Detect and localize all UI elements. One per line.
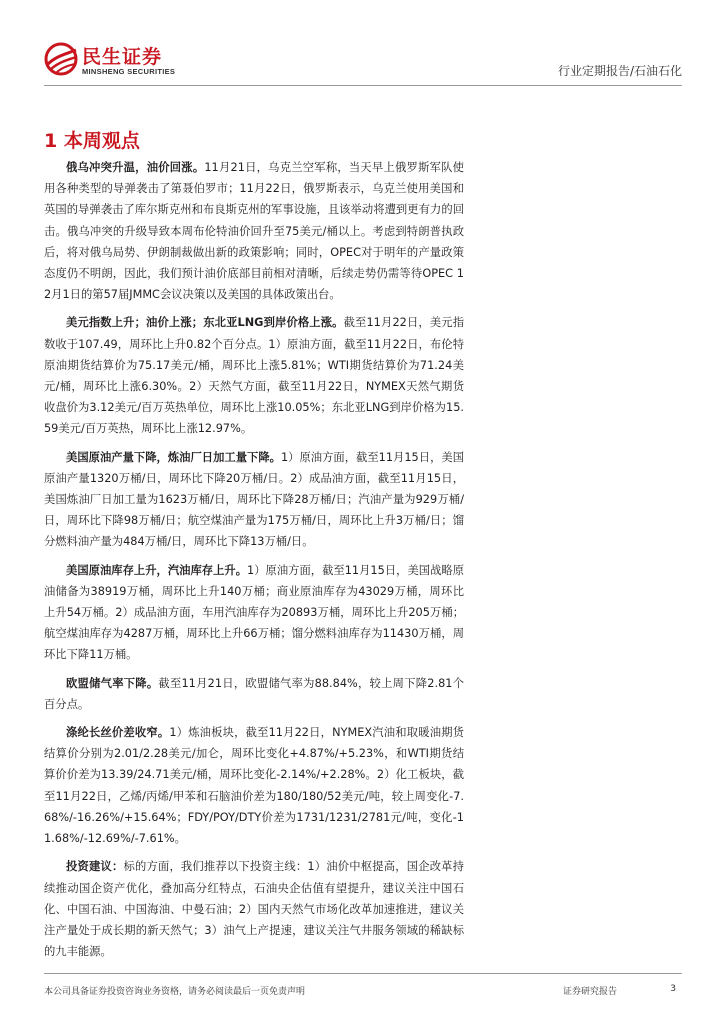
page-number: 3 (670, 984, 676, 994)
header-divider (44, 85, 682, 86)
paragraph-body: 11月21日，乌克兰空军称，当天早上俄罗斯军队使用各种类型的导弹袭击了第聂伯罗市；11月22日，俄罗斯表示，乌克兰使用美国和英国的导弹袭击了库尔斯克州和布良斯克州的军事设施，且该举动将遭到更有力的回击。俄乌冲突的升级导致本周布伦特油价回升至75美元/桶以上。考虑到特朗普执政后，将对俄乌局势、伊朗制裁做出新的政策影响；同时，OPEC对于明年的产量政策态度仍不明朗，因此，我们预计油价底部目前相对清晰，后续走势仍需等待OPEC 12月1日的第57届JMMC会议决策以及美国的具体政策出台。 (44, 161, 464, 302)
paragraph-spreads (44, 722, 464, 849)
paragraph-lead: 俄乌冲突升温，油价回涨。 (66, 161, 205, 174)
paragraph-market-prices (44, 312, 464, 439)
footer-divider (44, 973, 682, 974)
paragraph-lead: 欧盟储气率下降。 (66, 676, 159, 690)
paragraph-body: 1）原油方面，截至11月15日，美国原油产量1320万桶/日，周环比下降20万桶/日。2）成品油方面，截至11月15日，美国炼油厂日加工量为1623万桶/日，周环比下降28万桶/日；汽油产量为929万桶/日，周环比下降98万桶/日；航空煤油产量为175万桶/日，周环比上升3万桶/日；馏分燃料油产量为484万桶/日，周环比下降13万桶/日。 (44, 450, 464, 549)
report-category: 行业定期报告/石油石化 (557, 64, 682, 78)
paragraph-body: 1）原油方面，截至11月15日，美国战略原油储备为38919万桶，周环比上升140万桶；商业原油库存为43029万桶，周环比上升54万桶。2）成品油方面，车用汽油库存为20893万桶，周环比上升205万桶；航空煤油库存为4287万桶，周环比上升66万桶；馏分燃料油库存为11430万桶，周环比下降11万桶。 (44, 563, 464, 662)
paragraph-lead: 涤纶长丝价差收窄。 (66, 726, 170, 740)
section-title: 1 本周观点 (44, 130, 140, 152)
paragraph-investment-advice (44, 856, 464, 962)
paragraph-lead: 美国原油产量下降，炼油厂日加工量下降。 (66, 450, 281, 464)
paragraph-body: 1）炼油板块，截至11月22日，NYMEX汽油和取暖油期货结算价分别为2.01/2.28美元/加仑，周环比变化+4.87%/+5.23%，和WTI期货结算价价差为13.39/24.71美元/桶，周环比变化-2.14%/+2.28%。2）化工板块，截至11月22日，乙烯/丙烯/甲苯和石脑油价差为180/180/52美元/吨，较上周变化-7.68%/-16.26%/+15.64%；FDY/POY/DTY价差为1731/1231/2781元/吨，变化-11.68%/-12.69%/-7.61%。 (44, 726, 464, 846)
page-header (44, 40, 682, 84)
minsheng-logo-icon (44, 42, 78, 76)
paragraph-lead: 投资建议： (66, 860, 124, 874)
paragraph-oil-price (44, 157, 464, 305)
paragraph-lead: 美元指数上升；油价上涨；东北亚LNG到岸价格上涨。 (66, 316, 344, 330)
footer-disclaimer: 本公司具备证券投资咨询业务资格，请务必阅读最后一页免责声明 (44, 987, 306, 997)
logo-chinese-name: 民生证券 (82, 46, 163, 68)
paragraph-lead: 美国原油库存上升，汽油库存上升。 (66, 563, 248, 577)
company-logo (44, 40, 224, 80)
logo-english-name: MINSHENG SECURITIES (82, 67, 176, 76)
main-content (44, 157, 464, 969)
paragraph-body: 标的方面，我们推荐以下投资主线：1）油价中枢提高，国企改革持续推动国企资产优化，叠加高分红特点，石油央企估值有望提升，建议关注中国石化、中国石油、中国海油、中曼石油；2）国内天然气市场化改革加速推进，建议关注产量处于成长期的新天然气；3）油气上产提速，建议关注气井服务领域的稀缺标的九丰能源。 (44, 860, 464, 959)
paragraph-body: 截至11月21日，欧盟储气率为88.84%，较上周下降2.81个百分点。 (44, 676, 464, 711)
paragraph-body: 截至11月22日，美元指数收于107.49，周环比上升0.82个百分点。1）原油方面，截至11月22日，布伦特原油期货结算价为75.17美元/桶，周环比上涨5.81%；WTI期货结算价为71.24美元/桶，周环比上涨6.30%。2）天然气方面，截至11月22日，NYMEX天然气期货收盘价为3.12美元/百万英热单位，周环比上涨10.05%；东北亚LNG到岸价格为15.59美元/百万英热，周环比上涨12.97%。 (44, 316, 464, 436)
paragraph-eu-gas-storage (44, 673, 464, 715)
footer-doc-type: 证券研究报告 (563, 987, 618, 997)
paragraph-us-inventory (44, 560, 464, 666)
paragraph-us-production (44, 447, 464, 553)
